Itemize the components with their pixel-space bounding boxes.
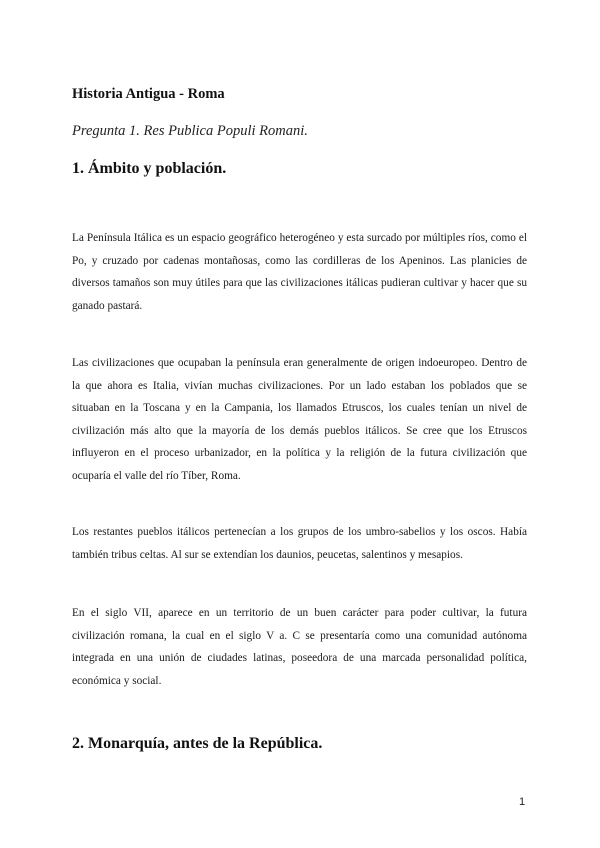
page-number: 1	[519, 796, 526, 808]
section-heading-monarquia: 2. Monarquía, antes de la República.	[72, 735, 323, 752]
paragraph-peninsula: La Península Itálica es un espacio geográfico heterogéneo y esta surcado por múltiples ríos, como el Po, y cruzado por cadenas montañosas, como las cordilleras de los Apeninos. Las planicies de diversos tamaños son muy útiles para que las civilizaciones itálicas pudieran cultivar y hacer que su ganado pastará.	[72, 232, 527, 312]
section-heading-ambito: 1. Ámbito y población.	[72, 160, 227, 177]
paragraph-siglo-vii: En el siglo VII, aparece en un territorio de un buen carácter para poder cultivar, la futura civilización romana, la cual en el siglo V a. C se presentaría como una comunidad autónoma integrada en una unión de ciudades latinas, poseedora de una marcada personalidad política, económica y social.	[72, 607, 527, 687]
paragraph-civilizaciones: Las civilizaciones que ocupaban la península eran generalmente de origen indoeuropeo. Dentro de la que ahora es Italia, vivían muchas civilizaciones. Por un lado estaban los poblados que se situaban en la Toscana y en la Campania, los llamados Etruscos, los cuales tenían un nivel de civilización más alto que la mayoría de los demás pueblos itálicos. Se cree que los Etruscos influyeron en el proceso urbanizador, en la política y la religión de la futura civilización que ocuparía el valle del río Tíber, Roma.	[72, 357, 527, 482]
paragraph-pueblos-italicos: Los restantes pueblos itálicos pertenecían a los grupos de los umbro-sabelios y los oscos. Había también tribus celtas. Al sur se extendían los daunios, peucetas, salentinos y mesapios.	[72, 526, 527, 561]
document-title: Historia Antigua - Roma	[72, 86, 225, 102]
document-subtitle: Pregunta 1. Res Publica Populi Romani.	[72, 123, 308, 139]
